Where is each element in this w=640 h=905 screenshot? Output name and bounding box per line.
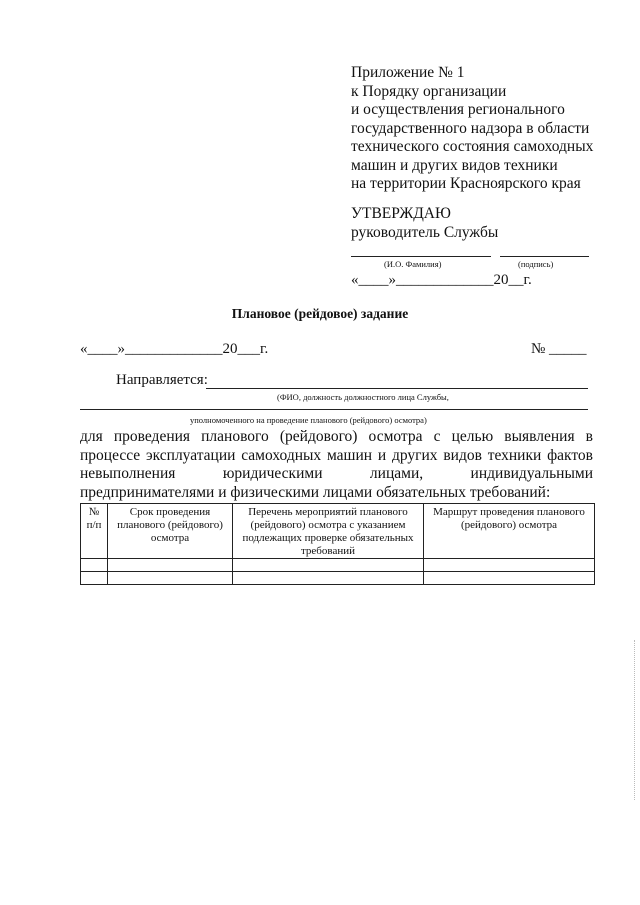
appendix-line: и осуществления регионального [351,101,565,118]
table-cell [233,559,424,572]
name-caption: (И.О. Фамилия) [384,259,442,269]
signature-caption: (подпись) [518,259,554,269]
header-activities: Перечень мероприятий планового (рейдового) осмотра с указанием подлежащих проверке обязательных требований [233,504,424,559]
table-cell [108,572,233,585]
appendix-line: государственного надзора в области [351,119,590,137]
document-title: Плановое (рейдовое) задание [231,306,409,321]
table-cell [233,572,424,585]
approve-word: УТВЕРЖДАЮ [351,205,451,222]
inspection-table [80,503,595,585]
approval-date: «____»_____________20__г. [351,272,532,288]
approval-block [351,204,498,242]
table-header-row [81,504,595,559]
appendix-line: на территории Красноярского края [351,175,581,192]
header-route: Маршрут проведения планового (рейдового) осмотра [424,504,595,559]
table-cell [81,572,108,585]
header-number: № п/п [81,504,108,559]
appendix-block [351,64,593,194]
name-line [351,256,491,257]
header-deadline: Срок проведения планового (рейдового) осмотра [108,504,233,559]
table-cell [424,559,595,572]
scan-edge-marks [634,640,636,800]
task-number: № _____ [531,341,587,357]
directed-line [206,388,588,389]
appendix-line: машин и других видов техники [351,156,558,174]
directed-caption-2: уполномоченного на проведение планового (рейдового) осмотра) [190,415,427,425]
table-cell [108,559,233,572]
table-row [81,559,595,572]
table-row [81,572,595,585]
directed-line-2 [80,409,588,410]
appendix-line: к Порядку организации [351,82,507,100]
directed-label: Направляется: [116,372,208,388]
directed-caption-1: (ФИО, должность должностного лица Службы, [277,392,449,402]
table-cell [81,559,108,572]
appendix-line: технического состояния самоходных [351,138,594,155]
signature-line [500,256,589,257]
table-cell [424,572,595,585]
purpose-paragraph: для проведения планового (рейдового) осмотра с целью выявления в процессе эксплуатации самоходных машин и других видов техники фактов невыполнения юридическими лицами, индивидуальными предпринимателями и физическими лицами обязательных требований: [80,428,593,501]
task-date: «____»_____________20___г. [80,341,269,357]
appendix-line: Приложение № 1 [351,64,465,81]
approver-position: руководитель Службы [351,224,499,241]
